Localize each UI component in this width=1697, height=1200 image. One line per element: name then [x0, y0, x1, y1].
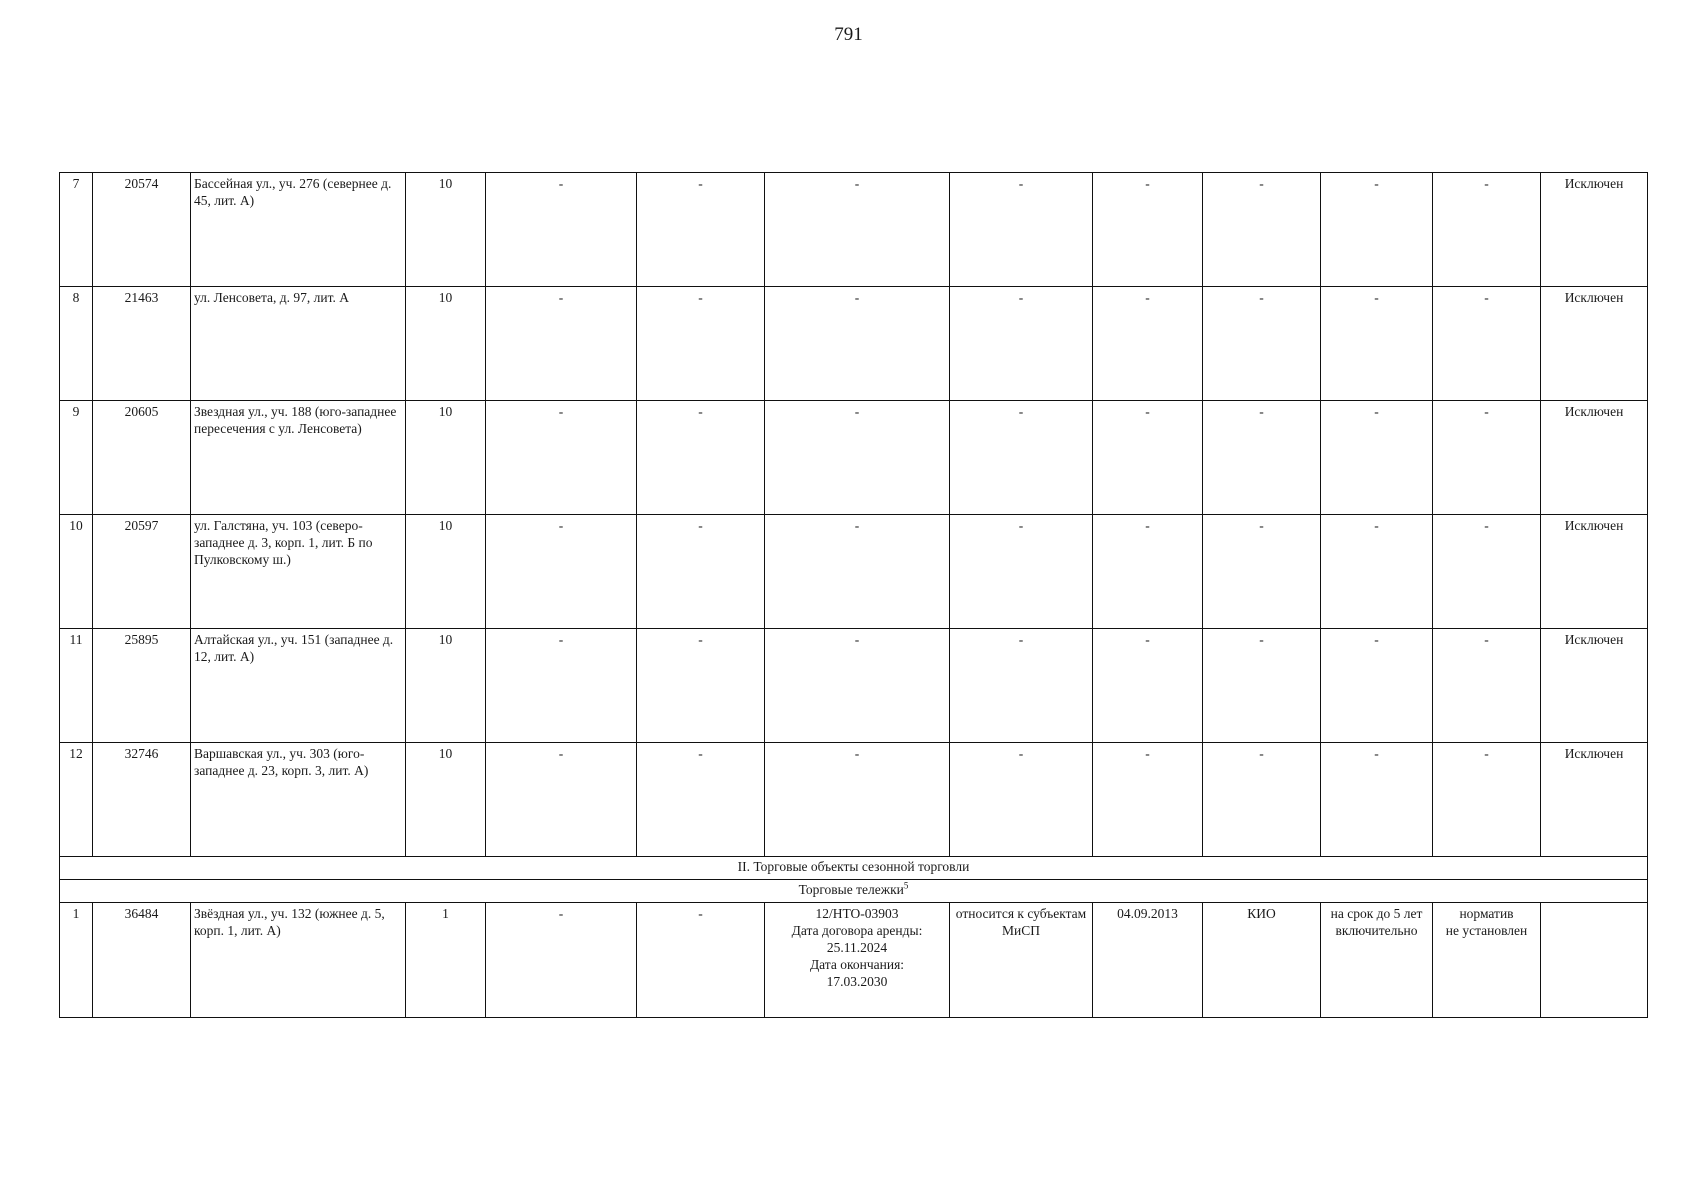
- cell-num: 12: [60, 743, 93, 857]
- cell-c7: -: [765, 287, 950, 401]
- cell-c6: -: [637, 173, 765, 287]
- cell-c6: -: [637, 629, 765, 743]
- cell-count: 10: [406, 401, 486, 515]
- table-row: [60, 515, 1648, 629]
- cell-c9: -: [1093, 401, 1203, 515]
- cell-address: Звездная ул., уч. 188 (юго-западнее пересечения с ул. Ленсовета): [191, 401, 406, 515]
- cell-c12: -: [1433, 401, 1541, 515]
- cell-num: 8: [60, 287, 93, 401]
- cell-count: 10: [406, 173, 486, 287]
- cell-address: ул. Галстяна, уч. 103 (северо-западнее д. 3, корп. 1, лит. Б по Пулковскому ш.): [191, 515, 406, 629]
- contract-date-label: Дата договора аренды:: [791, 923, 923, 938]
- cell-count: 10: [406, 515, 486, 629]
- cell-id: 20605: [93, 401, 191, 515]
- cell-c6: -: [637, 903, 765, 1018]
- cell-subject: относится к субъектам МиСП: [950, 903, 1093, 1018]
- cell-num: 10: [60, 515, 93, 629]
- cell-date: 04.09.2013: [1093, 903, 1203, 1018]
- cell-c5: -: [486, 515, 637, 629]
- cell-c10: -: [1203, 629, 1321, 743]
- norm-line-1: норматив: [1459, 906, 1514, 921]
- contract-number: 12/НТО-03903: [815, 906, 899, 921]
- cell-id: 20574: [93, 173, 191, 287]
- cell-c11: -: [1321, 515, 1433, 629]
- cell-c6: -: [637, 287, 765, 401]
- cell-agency: КИО: [1203, 903, 1321, 1018]
- cell-c6: -: [637, 743, 765, 857]
- table-row: [60, 401, 1648, 515]
- table-row: [60, 287, 1648, 401]
- cell-c7: -: [765, 173, 950, 287]
- cell-c10: -: [1203, 743, 1321, 857]
- cell-c9: -: [1093, 287, 1203, 401]
- table-row: [60, 903, 1648, 1018]
- end-date-label: Дата окончания:: [809, 957, 905, 972]
- section-row: [60, 857, 1648, 880]
- cell-c8: -: [950, 743, 1093, 857]
- cell-c5: -: [486, 629, 637, 743]
- register-table: [59, 172, 1648, 1018]
- cell-num: 9: [60, 401, 93, 515]
- cell-c11: -: [1321, 401, 1433, 515]
- cell-c9: -: [1093, 515, 1203, 629]
- cell-status: [1541, 903, 1648, 1018]
- cell-num: 1: [60, 903, 93, 1018]
- cell-c12: -: [1433, 287, 1541, 401]
- cell-num: 7: [60, 173, 93, 287]
- cell-c5: -: [486, 287, 637, 401]
- norm-line-2: не установлен: [1445, 923, 1528, 938]
- end-date: 17.03.2030: [826, 974, 888, 989]
- cell-c9: -: [1093, 743, 1203, 857]
- cell-c5: -: [486, 743, 637, 857]
- cell-address: Алтайская ул., уч. 151 (западнее д. 12, лит. А): [191, 629, 406, 743]
- cell-c10: -: [1203, 287, 1321, 401]
- cell-c8: -: [950, 629, 1093, 743]
- cell-count: 1: [406, 903, 486, 1018]
- cell-c8: -: [950, 515, 1093, 629]
- cell-c7: -: [765, 629, 950, 743]
- table-row: [60, 629, 1648, 743]
- cell-c7: -: [765, 515, 950, 629]
- subsection-title: Торговые тележки: [798, 882, 904, 897]
- page-number: 791: [834, 24, 863, 45]
- cell-address: ул. Ленсовета, д. 97, лит. А: [191, 287, 406, 401]
- footnote-mark: 5: [903, 880, 909, 891]
- subsection-cell: [60, 880, 1648, 903]
- cell-c9: -: [1093, 173, 1203, 287]
- cell-address: Бассейная ул., уч. 276 (севернее д. 45, лит. А): [191, 173, 406, 287]
- table-row: [60, 743, 1648, 857]
- cell-status: Исключен: [1541, 287, 1648, 401]
- cell-address: Варшавская ул., уч. 303 (юго-западнее д. 23, корп. 3, лит. А): [191, 743, 406, 857]
- cell-c8: -: [950, 173, 1093, 287]
- cell-c5: -: [486, 903, 637, 1018]
- cell-id: 21463: [93, 287, 191, 401]
- cell-c11: -: [1321, 743, 1433, 857]
- cell-count: 10: [406, 287, 486, 401]
- cell-status: Исключен: [1541, 173, 1648, 287]
- cell-address: Звёздная ул., уч. 132 (южнее д. 5, корп. 1, лит. А): [191, 903, 406, 1018]
- cell-c7: -: [765, 401, 950, 515]
- table-body: [60, 173, 1648, 1018]
- section-title: II. Торговые объекты сезонной торговли: [60, 857, 1648, 880]
- cell-status: Исключен: [1541, 629, 1648, 743]
- cell-id: 32746: [93, 743, 191, 857]
- cell-id: 20597: [93, 515, 191, 629]
- cell-c12: -: [1433, 629, 1541, 743]
- cell-term: на срок до 5 лет включительно: [1321, 903, 1433, 1018]
- cell-c7: -: [765, 743, 950, 857]
- cell-c8: -: [950, 287, 1093, 401]
- cell-c12: -: [1433, 515, 1541, 629]
- cell-status: Исключен: [1541, 515, 1648, 629]
- cell-id: 25895: [93, 629, 191, 743]
- cell-c6: -: [637, 401, 765, 515]
- subsection-row: [60, 880, 1648, 903]
- cell-c10: -: [1203, 401, 1321, 515]
- cell-c9: -: [1093, 629, 1203, 743]
- cell-status: Исключен: [1541, 743, 1648, 857]
- table-row: [60, 173, 1648, 287]
- cell-count: 10: [406, 743, 486, 857]
- cell-c5: -: [486, 173, 637, 287]
- cell-c6: -: [637, 515, 765, 629]
- cell-contract: [765, 903, 950, 1018]
- cell-num: 11: [60, 629, 93, 743]
- cell-c11: -: [1321, 287, 1433, 401]
- cell-c8: -: [950, 401, 1093, 515]
- cell-count: 10: [406, 629, 486, 743]
- cell-id: 36484: [93, 903, 191, 1018]
- contract-date: 25.11.2024: [826, 940, 888, 955]
- cell-c12: -: [1433, 173, 1541, 287]
- cell-c11: -: [1321, 173, 1433, 287]
- cell-c12: -: [1433, 743, 1541, 857]
- cell-status: Исключен: [1541, 401, 1648, 515]
- cell-c5: -: [486, 401, 637, 515]
- cell-c10: -: [1203, 515, 1321, 629]
- cell-c11: -: [1321, 629, 1433, 743]
- cell-c10: -: [1203, 173, 1321, 287]
- cell-norm: [1433, 903, 1541, 1018]
